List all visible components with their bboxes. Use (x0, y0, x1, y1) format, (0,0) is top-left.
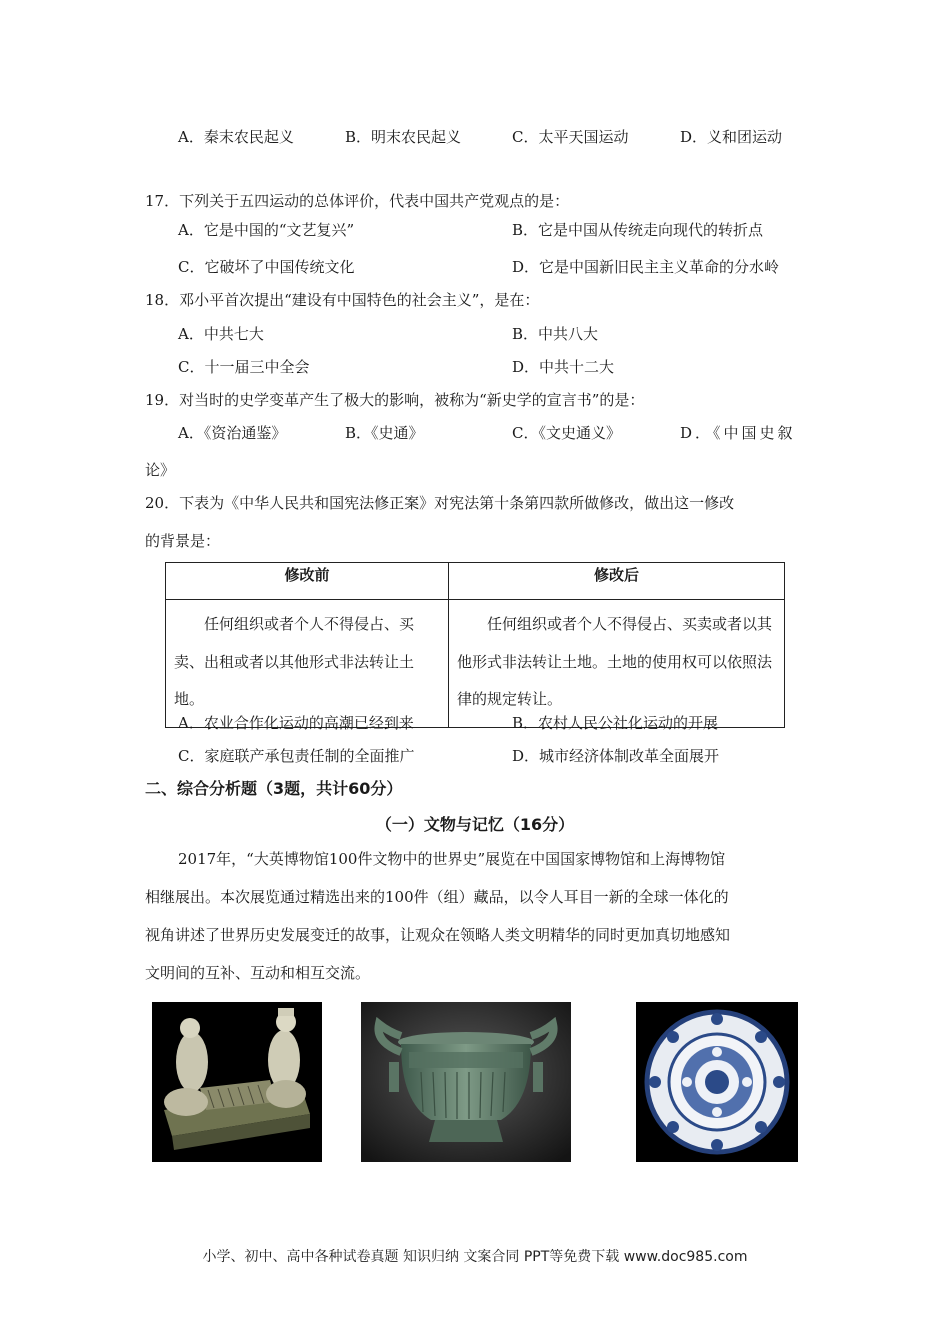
q17-option-a: A．它是中国的“文艺复兴” (178, 221, 355, 239)
q20-stem-line2: 的背景是： (145, 532, 221, 550)
q17-stem: 17．下列关于五四运动的总体评价，代表中国共产党观点的是： (145, 192, 570, 210)
q18-option-a: A．中共七大 (178, 325, 264, 343)
q17-option-c: C．它破坏了中国传统文化 (178, 258, 355, 276)
q17-option-d: D．它是中国新旧民主主义革命的分水岭 (512, 258, 780, 276)
footer-advertisement: 小学、初中、高中各种试卷真题 知识归纳 文案合同 PPT等免费下载 www.doc985.com (202, 1249, 748, 1265)
q19-option-d: D．《中国史叙 (680, 424, 796, 442)
q16-option-d: D．义和团运动 (680, 128, 783, 146)
q20-option-b: B．农村人民公社化运动的开展 (512, 714, 719, 732)
q19-option-a: A．《资治通鉴》 (178, 424, 287, 442)
q18-option-c: C．十一届三中全会 (178, 358, 310, 376)
bronze-gui-vessel-image (361, 1002, 571, 1162)
section-subtitle: （一）文物与记忆（16分） (375, 815, 575, 834)
q20-option-a: A．农业合作化运动的高潮已经到来 (178, 714, 414, 732)
q18-option-d: D．中共十二大 (512, 358, 615, 376)
q20-option-d: D．城市经济体制改革全面展开 (512, 747, 720, 765)
q16-option-b: B．明末农民起义 (345, 128, 462, 146)
table-cell-before (166, 600, 449, 728)
q17-option-b: B．它是中国从传统走向现代的转折点 (512, 221, 764, 239)
q19-option-c: C．《文史通义》 (512, 424, 621, 442)
section-title: 二、综合分析题（3题，共计60分） (145, 779, 403, 798)
q19-stem: 19．对当时的史学变革产生了极大的影响，被称为“新史学的宣言书”的是： (145, 391, 645, 409)
q16-option-c: C．太平天国运动 (512, 128, 629, 146)
q19-option-d-continuation: 论》 (145, 461, 176, 479)
table-cell-after (449, 600, 785, 728)
q18-stem: 18．邓小平首次提出“建设有中国特色的社会主义”，是在： (145, 291, 540, 309)
table-header-after: 修改后 (449, 563, 785, 600)
blue-white-porcelain-plate-image (636, 1002, 798, 1162)
table-cell-after-text: 任何组织或者个人不得侵占、买卖或者以其他形式非法转让土地。土地的使用权可以依照法律的规定转让。 (457, 615, 773, 708)
table-cell-before-text: 任何组织或者个人不得侵占、买卖、出租或者以其他形式非法转让土地。 (174, 615, 415, 708)
paragraph-line-3: 视角讲述了世界历史发展变迁的故事，让观众在领略人类文明精华的同时更加真切地感知 (145, 926, 731, 944)
table-header-before: 修改前 (166, 563, 449, 600)
paragraph-line-1: 2017年，“大英博物馆100件文物中的世界史”展览在中国国家博物馆和上海博物馆 (178, 850, 726, 868)
figurines-playing-board-game-image (152, 1002, 322, 1162)
q20-stem-line1: 20．下表为《中华人民共和国宪法修正案》对宪法第十条第四款所做修改，做出这一修改 (145, 494, 735, 512)
q20-comparison-table (165, 562, 785, 728)
q18-option-b: B．中共八大 (512, 325, 599, 343)
q16-option-a: A．秦末农民起义 (178, 128, 294, 146)
q20-option-c: C．家庭联产承包责任制的全面推广 (178, 747, 415, 765)
paragraph-line-2: 相继展出。本次展览通过精选出来的100件（组）藏品，以令人耳目一新的全球一体化的 (145, 888, 729, 906)
paragraph-line-4: 文明间的互补、互动和相互交流。 (145, 964, 371, 982)
q19-option-b: B．《史通》 (345, 424, 424, 442)
